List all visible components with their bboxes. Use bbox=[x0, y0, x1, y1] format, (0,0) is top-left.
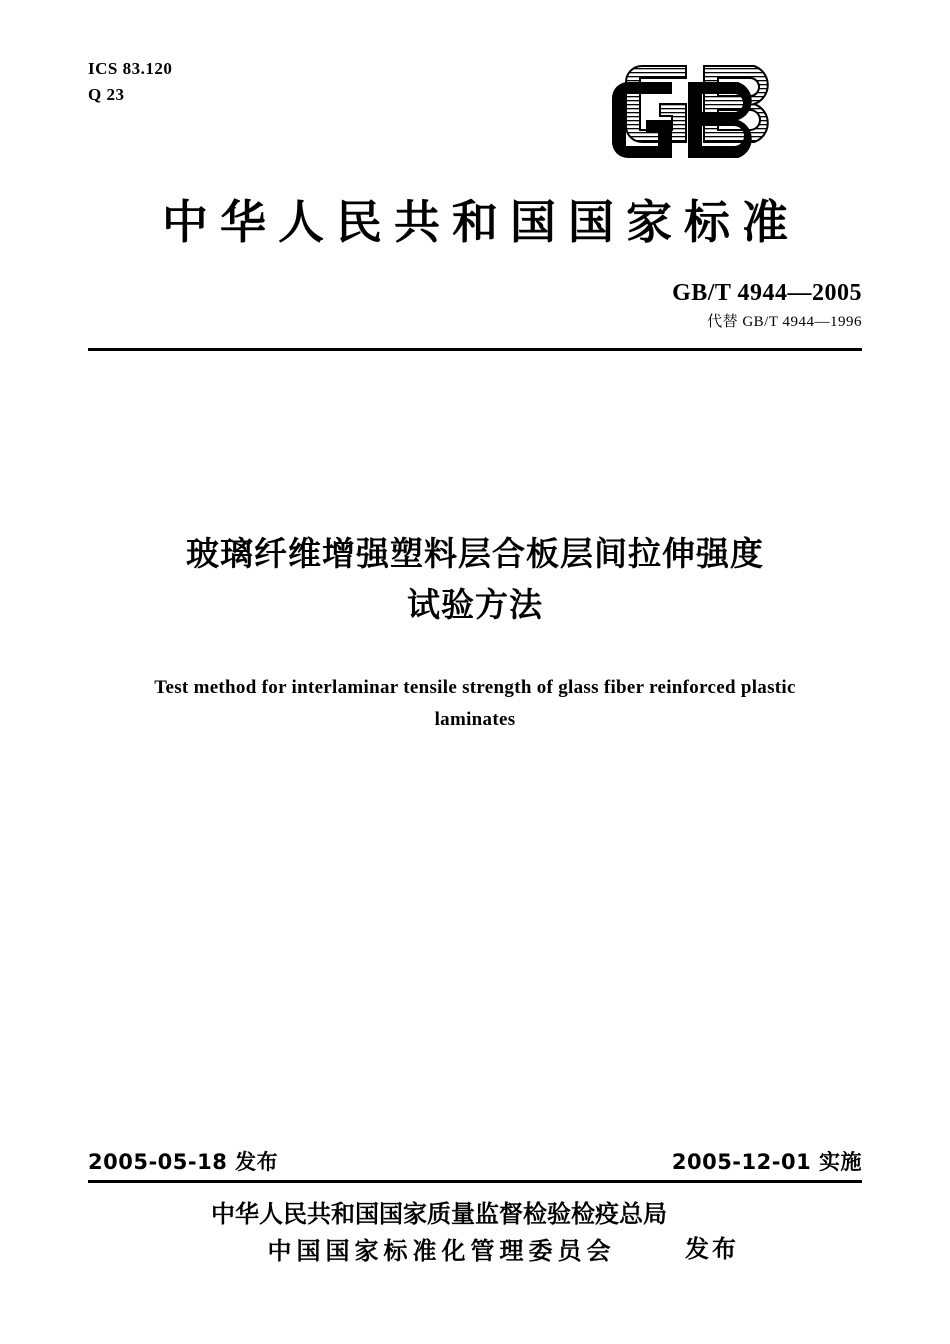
page-title bbox=[120, 528, 830, 630]
issuer-names bbox=[211, 1196, 667, 1270]
implementation-date: 2005-12-01 实施 bbox=[671, 1150, 862, 1174]
ics-code: ICS 83.120 bbox=[88, 59, 173, 78]
standard-number: GB/T 4944—2005 bbox=[672, 280, 862, 306]
issuer-line-2: 中国国家标准化管理委员会 bbox=[267, 1237, 616, 1266]
gb-logo-icon bbox=[612, 60, 832, 172]
page-title-line2: 试验方法 bbox=[407, 585, 543, 625]
header-divider bbox=[88, 348, 862, 351]
footer-divider bbox=[88, 1180, 862, 1183]
standard-replaces: 代替 GB/T 4944—1996 bbox=[707, 314, 862, 330]
issuer-line-1: 中华人民共和国国家质量监督检验检疫总局 bbox=[211, 1200, 667, 1228]
issuer-verb: 发布 bbox=[685, 1235, 739, 1264]
page-title-line1: 玻璃纤维增强塑料层合板层间拉伸强度 bbox=[186, 534, 764, 573]
issuer-block bbox=[0, 1196, 950, 1270]
ics-code-block bbox=[88, 56, 172, 107]
page-title-english-line2: laminates bbox=[434, 709, 516, 731]
issue-date: 2005-05-18 发布 bbox=[88, 1150, 279, 1174]
date-row bbox=[88, 1146, 862, 1176]
classification-code: Q 23 bbox=[88, 84, 125, 104]
national-standard-title: 中华人民共和国国家标准 bbox=[162, 195, 800, 249]
page-title-english-line1: Test method for interlaminar tensile strength of glass fiber reinforced plastic bbox=[154, 677, 796, 698]
page-title-english bbox=[100, 672, 850, 737]
